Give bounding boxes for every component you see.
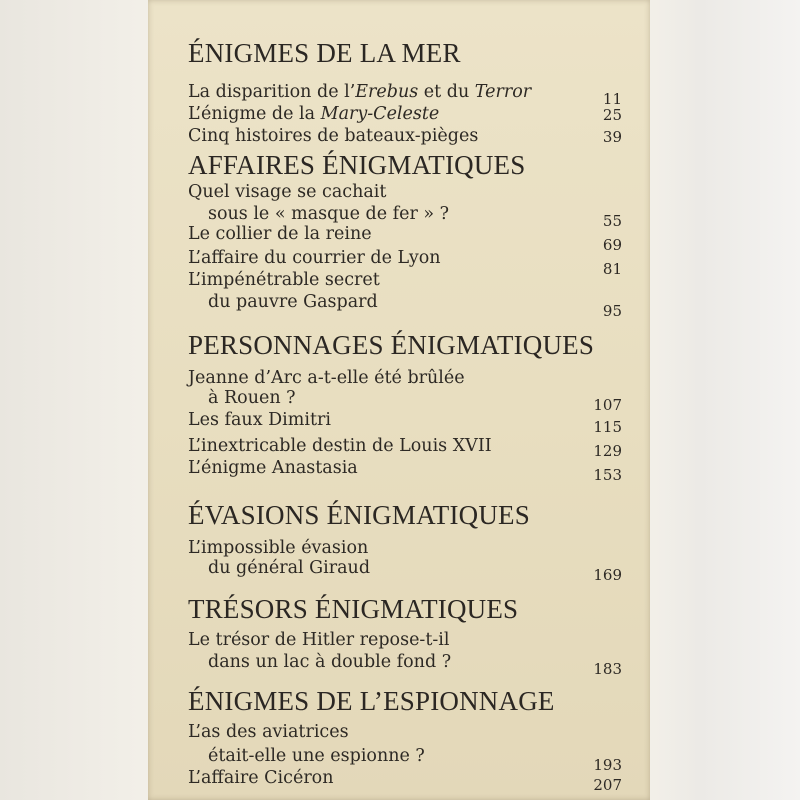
section-heading: AFFAIRES ÉNIGMATIQUES (188, 150, 526, 180)
toc-entry-line2: du général Giraud (208, 558, 371, 578)
section-heading: ÉNIGMES DE LA MER (188, 38, 461, 68)
entry-text: L’énigme de la (188, 104, 321, 124)
toc-entry-line2: du pauvre Gaspard (208, 292, 378, 312)
toc-entry: L’énigme Anastasia (188, 458, 358, 478)
page-number: 193 (593, 756, 622, 774)
page-number: 107 (593, 396, 622, 414)
section-heading: PERSONNAGES ÉNIGMATIQUES (188, 330, 595, 360)
toc-entry-line1: L’impossible évasion (188, 538, 369, 558)
page-number: 81 (602, 260, 622, 278)
toc-entry (188, 82, 531, 102)
page-number: 55 (602, 212, 622, 230)
toc-entry: Cinq histoires de bateaux-pièges (188, 126, 479, 146)
toc-entry: L’affaire du courrier de Lyon (188, 248, 441, 268)
section-heading: ÉVASIONS ÉNIGMATIQUES (188, 500, 530, 530)
toc-entry (188, 104, 439, 124)
page-number: 11 (602, 90, 622, 108)
page-number: 115 (593, 418, 622, 436)
section-heading: TRÉSORS ÉNIGMATIQUES (188, 594, 519, 624)
entry-text-italic: Erebus (355, 82, 419, 102)
toc-entry-line2: à Rouen ? (208, 388, 296, 408)
page-number: 39 (602, 128, 622, 146)
page-number: 129 (593, 442, 622, 460)
toc-entry-line1: Le trésor de Hitler repose-t-il (188, 630, 450, 650)
entry-text: et du (418, 82, 475, 102)
book-page (148, 0, 650, 800)
page-number: 69 (602, 236, 622, 254)
toc-entry: L’affaire Cicéron (188, 768, 334, 788)
page-number: 25 (602, 106, 622, 124)
page-number: 169 (593, 566, 622, 584)
toc-entry-line2: était-elle une espionne ? (208, 746, 425, 766)
page-number: 207 (593, 776, 622, 794)
entry-text: La disparition de l’ (188, 82, 356, 102)
toc-entry-line1: Jeanne d’Arc a-t-elle été brûlée (188, 368, 465, 388)
entry-text-italic: Mary-Celeste (320, 104, 440, 124)
page-number: 183 (593, 660, 622, 678)
toc-entry: Le collier de la reine (188, 224, 372, 244)
toc-entry: Les faux Dimitri (188, 410, 331, 430)
entry-text-italic: Terror (474, 82, 532, 102)
toc-entry: L’inextricable destin de Louis XVII (188, 436, 492, 456)
page-number: 153 (593, 466, 622, 484)
toc-entry-line2: dans un lac à double fond ? (208, 652, 452, 672)
toc-entry-line1: L’impénétrable secret (188, 270, 380, 290)
toc-entry-line1: Quel visage se cachait (188, 182, 387, 202)
toc-entry-line2: sous le « masque de fer » ? (208, 204, 450, 224)
toc-entry-line1: L’as des aviatrices (188, 722, 349, 742)
section-heading: ÉNIGMES DE L’ESPIONNAGE (188, 686, 555, 716)
page-number: 95 (602, 302, 622, 320)
